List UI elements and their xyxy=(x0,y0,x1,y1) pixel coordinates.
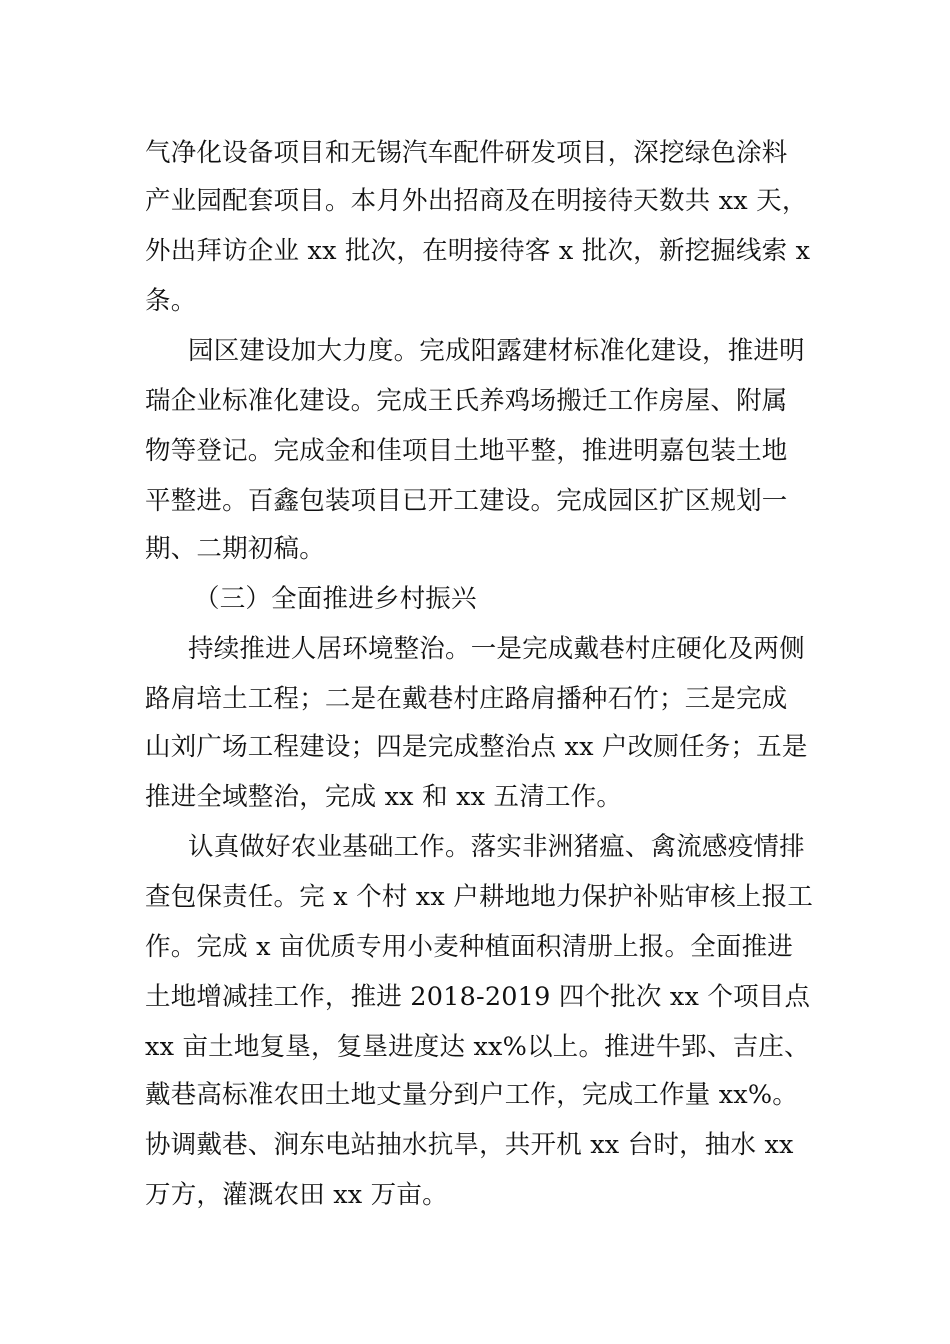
text-line: 土地增减挂工作，推进 2018-2019 四个批次 xx 个项目点 xyxy=(145,982,811,1012)
text-line: 外出拜访企业 xx 批次，在明接待客 x 批次，新挖掘线索 x xyxy=(145,236,811,266)
text-line: 期、二期初稿。 xyxy=(145,534,325,564)
paragraph-start-line: 园区建设加大力度。完成阳露建材标准化建设，推进明 xyxy=(188,336,805,366)
text-line: 协调戴巷、涧东电站抽水抗旱，共开机 xx 台时，抽水 xx xyxy=(145,1130,794,1160)
text-line: 万方，灌溉农田 xx 万亩。 xyxy=(145,1180,448,1210)
text-line: xx 亩土地复垦，复垦进度达 xx%以上。推进牛郢、吉庄、 xyxy=(145,1032,810,1062)
text-line: 产业园配套项目。本月外出招商及在明接待天数共 xx 天， xyxy=(145,186,808,216)
text-line: 查包保责任。完 x 个村 xx 户耕地地力保护补贴审核上报工 xyxy=(145,882,814,912)
text-line: 瑞企业标准化建设。完成王氏养鸡场搬迁工作房屋、附属 xyxy=(145,386,788,416)
paragraph-start-line: 认真做好农业基础工作。落实非洲猪瘟、禽流感疫情排 xyxy=(188,832,805,862)
text-line: 平整进。百鑫包装项目已开工建设。完成园区扩区规划一 xyxy=(145,486,788,516)
section-heading: （三）全面推进乡村振兴 xyxy=(194,584,477,614)
text-line: 气净化设备项目和无锡汽车配件研发项目，深挖绿色涂料 xyxy=(145,138,788,168)
text-line: 戴巷高标准农田土地丈量分到户工作，完成工作量 xx%。 xyxy=(145,1080,798,1110)
text-line: 推进全域整治，完成 xx 和 xx 五清工作。 xyxy=(145,782,623,812)
paragraph-start-line: 持续推进人居环境整治。一是完成戴巷村庄硬化及两侧 xyxy=(188,634,805,664)
text-line: 山刘广场工程建设；四是完成整治点 xx 户改厕任务；五是 xyxy=(145,732,808,762)
text-line: 路肩培土工程；二是在戴巷村庄路肩播种石竹；三是完成 xyxy=(145,684,788,714)
text-line: 物等登记。完成金和佳项目土地平整，推进明嘉包装土地 xyxy=(145,436,788,466)
text-line: 作。完成 x 亩优质专用小麦种植面积清册上报。全面推进 xyxy=(145,932,793,962)
text-line: 条。 xyxy=(145,286,197,316)
